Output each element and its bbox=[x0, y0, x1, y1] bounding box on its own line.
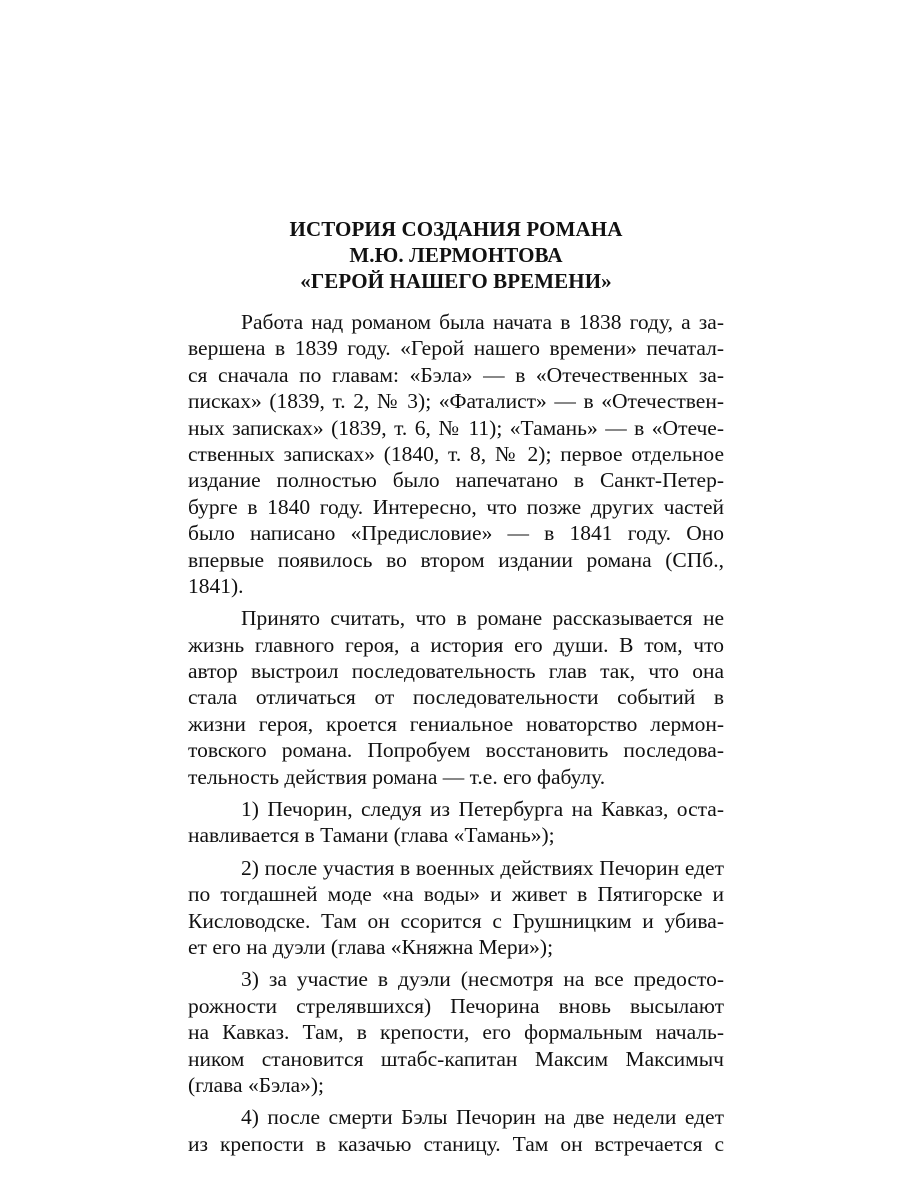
text-line: Кисловодске. Там он ссорится с Грушницким и убива- bbox=[188, 908, 724, 933]
title-line: «ГЕРОЙ НАШЕГО ВРЕМЕНИ» bbox=[300, 269, 612, 293]
text-line: ственных записках» (1840, т. 8, № 2); первое отдельное bbox=[188, 441, 724, 466]
text-line: 1841). bbox=[188, 573, 244, 598]
text-line: 1) Печорин, следуя из Петербурга на Кавказ, оста- bbox=[241, 797, 724, 822]
text-line: вершена в 1839 году. «Герой нашего времени» печатал- bbox=[188, 336, 724, 361]
text-line: 4) после смерти Бэлы Печорин на две недели едет bbox=[241, 1105, 724, 1130]
title-line: ИСТОРИЯ СОЗДАНИЯ РОМАНА bbox=[289, 217, 623, 241]
chapter-title bbox=[188, 216, 724, 294]
text-line: на Кавказ. Там, в крепости, его формальным началь- bbox=[188, 1020, 724, 1045]
text-line: издание полностью было напечатано в Санкт-Петер- bbox=[188, 468, 724, 493]
text-line: было написано «Предисловие» — в 1841 году. Оно bbox=[188, 521, 724, 546]
text-line: 3) за участие в дуэли (несмотря на все предосто- bbox=[241, 967, 724, 992]
text-line: писках» (1839, т. 2, № 3); «Фаталист» — в «Отечествен- bbox=[188, 389, 724, 414]
text-line: из крепости в казачью станицу. Там он встречается с bbox=[188, 1131, 724, 1156]
text-line: впервые появилось во втором издании романа (СПб., bbox=[188, 547, 724, 572]
text-line: бурге в 1840 году. Интересно, что позже других частей bbox=[188, 494, 724, 519]
text-line: товского романа. Попробуем восстановить последова- bbox=[188, 738, 724, 763]
text-line: ет его на дуэли (глава «Княжна Мери»); bbox=[188, 934, 554, 959]
text-line: жизнь главного героя, а история его души. В том, что bbox=[188, 632, 724, 657]
text-line: Принято считать, что в романе рассказывается не bbox=[241, 606, 724, 631]
text-line: Работа над романом была начата в 1838 году, а за- bbox=[241, 310, 724, 334]
text-line: по тогдашней моде «на воды» и живет в Пятигорске и bbox=[188, 882, 724, 907]
text-line: ных записках» (1839, т. 6, № 11); «Тамань» — в «Отече- bbox=[188, 415, 724, 440]
text-line: рожности стрелявшихся) Печорина вновь высылают bbox=[188, 993, 724, 1018]
text-line: 2) после участия в военных действиях Печорин едет bbox=[241, 855, 724, 880]
title-line: М.Ю. ЛЕРМОНТОВА bbox=[349, 243, 563, 267]
text-line: ником становится штабс-капитан Максим Максимыч bbox=[188, 1046, 724, 1071]
text-line: навливается в Тамани (глава «Тамань»); bbox=[188, 823, 555, 848]
text-line: жизни героя, кроется гениальное новаторство лермон- bbox=[188, 711, 724, 736]
text-line: стала отличаться от последовательности событий в bbox=[188, 685, 724, 710]
text-line: тельность действия романа — т.е. его фабулу. bbox=[188, 764, 606, 789]
text-line: (глава «Бэла»); bbox=[188, 1072, 325, 1097]
text-line: автор выстроил последовательность глав так, что она bbox=[188, 659, 724, 684]
body-text bbox=[188, 309, 724, 1157]
text-line: ся сначала по главам: «Бэла» — в «Отечественных за- bbox=[188, 362, 724, 387]
